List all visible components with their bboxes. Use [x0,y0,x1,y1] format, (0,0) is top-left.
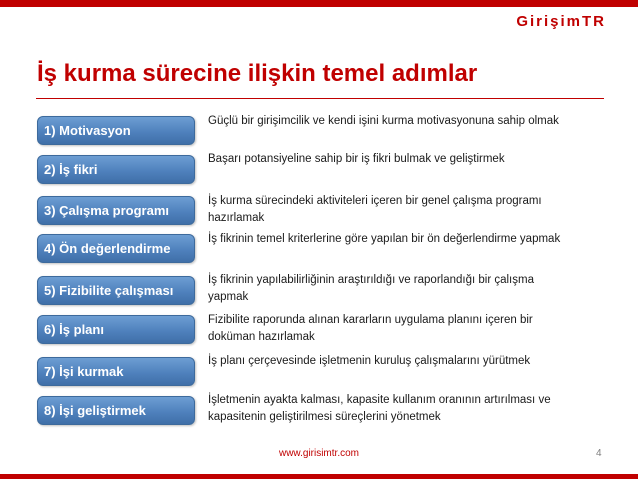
step-desc-calisma-programi: İş kurma sürecindeki aktiviteleri içeren bir genel çalışma programı hazırlamak [208,195,542,224]
step-label-isi-gelistirmek: 8) İşi geliştirmek [37,396,195,425]
step-desc-on-degerlendirme: İş fikrinin temel kriterlerine göre yapılan bir ön değerlendirme yapmak [208,233,561,245]
step-desc-isi-gelistirmek: İşletmenin ayakta kalması, kapasite kullanım oranının artırılması ve kapasitenin geliştirilmesi süreçlerini yönetmek [208,394,551,423]
step-desc-isi-kurmak: İş planı çerçevesinde işletmenin kuruluş çalışmalarını yürütmek [208,355,531,367]
page-title: İş kurma sürecine ilişkin temel adımlar [37,60,478,87]
step-label-is-fikri: 2) İş fikri [37,155,195,184]
step-desc-motivasyon: Güçlü bir girişimcilik ve kendi işini kurma motivasyonuna sahip olmak [208,115,559,127]
step-desc-is-plani: Fizibilite raporunda alınan kararların uygulama planını içeren bir doküman hazırlamak [208,314,533,343]
step-desc-fizibilite: İş fikrinin yapılabilirliğinin araştırıldığı ve raporlandığı bir çalışma yapmak [208,274,534,303]
page-number: 4 [596,448,602,459]
step-label-fizibilite: 5) Fizibilite çalışması [37,276,195,305]
step-desc-is-fikri: Başarı potansiyeline sahip bir iş fikri bulmak ve geliştirmek [208,153,505,165]
footer-url: www.girisimtr.com [278,448,359,459]
step-label-isi-kurmak: 7) İşi kurmak [37,357,195,386]
step-label-calisma-programi: 3) Çalışma programı [37,196,195,225]
step-label-is-plani: 6) İş planı [37,315,195,344]
step-label-motivasyon: 1) Motivasyon [37,116,195,145]
bottom-accent-bar [0,474,638,479]
brand-logo: GirişimTR [516,13,606,30]
step-label-on-degerlendirme: 4) Ön değerlendirme [37,234,195,263]
